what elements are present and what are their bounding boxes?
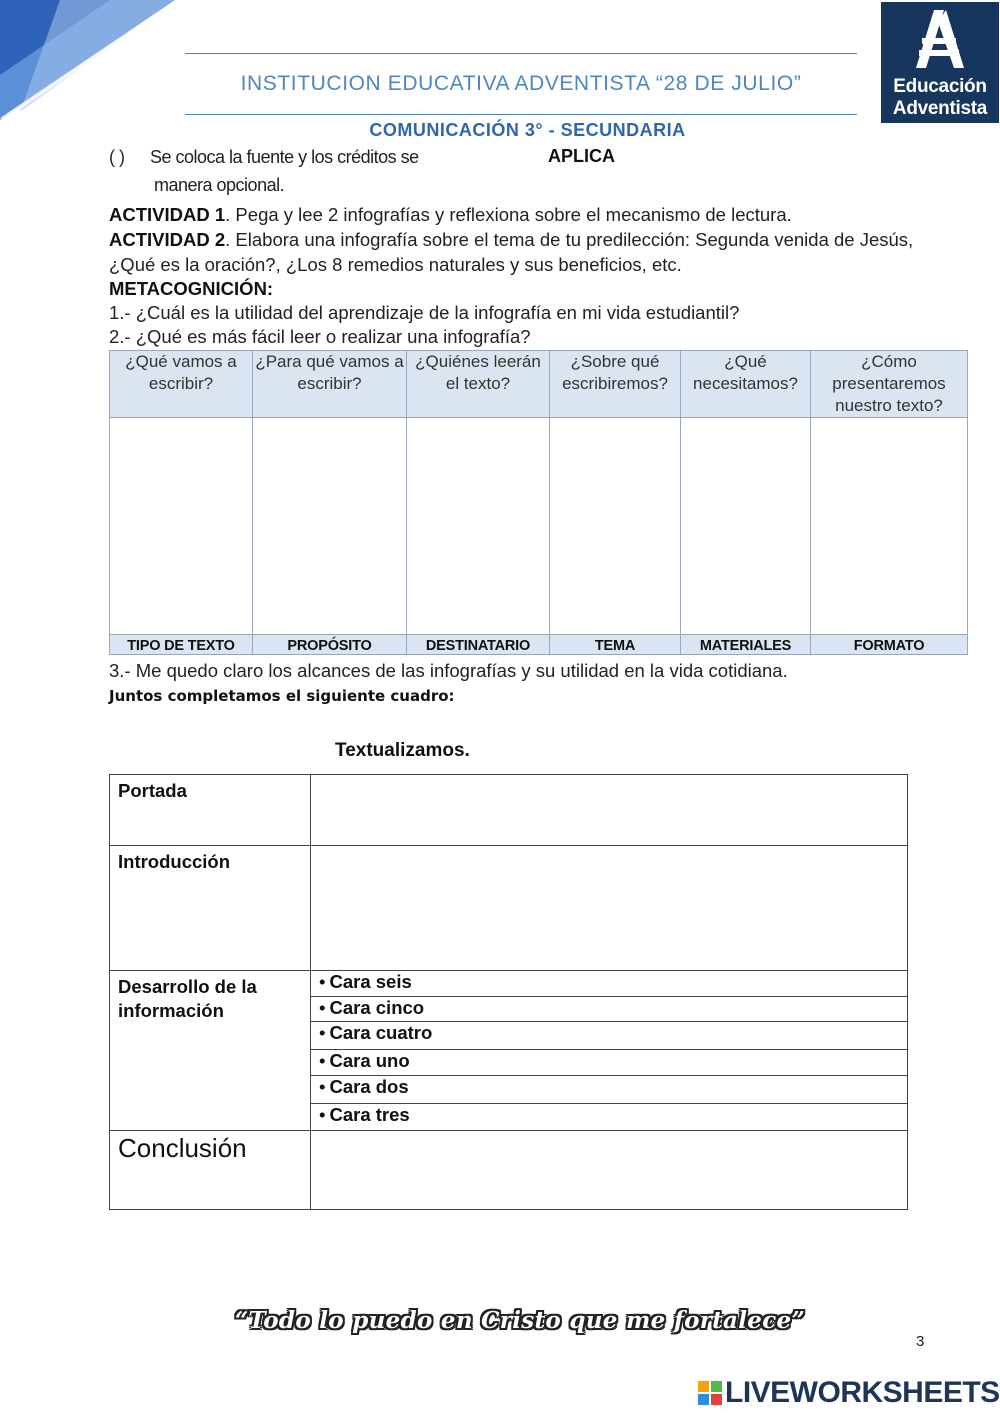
- planning-label: DESTINATARIO: [407, 635, 550, 655]
- aplica-label: APLICA: [548, 146, 615, 166]
- planning-question: ¿Qué vamos a escribir?: [110, 351, 253, 418]
- school-name: INSTITUCION EDUCATIVA ADVENTISTA “28 DE JULIO”: [240, 72, 802, 95]
- juntos-instruction: Juntos completamos el siguiente cuadro:: [109, 687, 455, 705]
- metacognicion-title: METACOGNICIÓN:: [109, 278, 274, 299]
- motto: “Todo lo puedo en Cristo que me fortalece”: [234, 1307, 805, 1334]
- bullet-item[interactable]: • Cara tres: [311, 1104, 908, 1131]
- activity-1-text: . Pega y lee 2 infografías y reflexiona sobre el mecanismo de lectura.: [225, 204, 792, 225]
- checklist-line-2: manera opcional.: [154, 175, 285, 195]
- planning-question: ¿Sobre qué escribiremos?: [550, 351, 681, 418]
- activity-2: [109, 227, 939, 277]
- bullet-item[interactable]: • Cara cinco: [311, 997, 908, 1022]
- logo-line-1: Educación: [893, 76, 987, 97]
- planning-label: FORMATO: [811, 635, 968, 655]
- bullet-item[interactable]: • Cara seis: [311, 971, 908, 997]
- planning-label: MATERIALES: [681, 635, 811, 655]
- text-structure-table: [109, 774, 908, 1210]
- label-conclusion: Conclusión: [110, 1131, 311, 1210]
- planning-table: [109, 350, 968, 655]
- planning-question: ¿Qué necesitamos?: [681, 351, 811, 418]
- answer-cell[interactable]: [407, 418, 550, 635]
- answer-cell[interactable]: [681, 418, 811, 635]
- answer-cell[interactable]: [811, 418, 968, 635]
- planning-header-row: [110, 351, 968, 418]
- activity-1-label: ACTIVIDAD 1: [109, 204, 226, 225]
- row-conclusion: [110, 1131, 908, 1210]
- activity-1: [109, 202, 939, 227]
- bullet-item[interactable]: • Cara dos: [311, 1076, 908, 1104]
- row-introduccion: [110, 846, 908, 971]
- label-desarrollo: Desarrollo de la información: [110, 971, 311, 1131]
- question-3: 3.- Me quedo claro los alcances de las infografías y su utilidad en la vida cotidiana.: [109, 660, 788, 681]
- answer-portada[interactable]: [311, 775, 908, 846]
- answer-introduccion[interactable]: [311, 846, 908, 971]
- planning-question: ¿Para qué vamos a escribir?: [253, 351, 407, 418]
- logo-line-2: Adventista: [892, 98, 988, 119]
- label-portada: Portada: [110, 775, 311, 846]
- liveworksheets-watermark: [697, 1375, 1000, 1411]
- planning-question: ¿Cómo presentaremos nuestro texto?: [811, 351, 968, 418]
- header-rule-bottom: [185, 114, 857, 115]
- bullet-item[interactable]: • Cara cuatro: [311, 1022, 908, 1050]
- liveworksheets-icon: [697, 1380, 723, 1406]
- planning-question: ¿Quiénes leerán el texto?: [407, 351, 550, 418]
- planning-label: PROPÓSITO: [253, 635, 407, 655]
- checklist-line-1: Se coloca la fuente y los créditos se: [150, 147, 419, 167]
- activity-2-text: . Elabora una infografía sobre el tema de tu predilección: Segunda venida de Jesús, ¿Qué es la oración?, ¿Los 8 remedios naturales y sus beneficios, etc.: [109, 229, 914, 275]
- corner-decoration: [0, 0, 175, 120]
- question-1: 1.- ¿Cuál es la utilidad del aprendizaje de la infografía en mi vida estudiantil?: [109, 302, 740, 323]
- activity-2-label: ACTIVIDAD 2: [109, 229, 226, 250]
- answer-cell[interactable]: [550, 418, 681, 635]
- row-portada: [110, 775, 908, 846]
- page-number: 3: [916, 1333, 925, 1350]
- row-bullet: [110, 971, 908, 997]
- watermark-text: LIVEWORKSHEETS: [725, 1376, 1000, 1409]
- answer-cell[interactable]: [110, 418, 253, 635]
- textualizamos-title: Textualizamos.: [335, 740, 470, 761]
- logo-mark-icon: [910, 8, 970, 70]
- education-logo: [881, 2, 999, 123]
- question-2: 2.- ¿Qué es más fácil leer o realizar una infografía?: [109, 326, 531, 347]
- planning-label: TIPO DE TEXTO: [110, 635, 253, 655]
- planning-label: TEMA: [550, 635, 681, 655]
- checklist-paren[interactable]: ( ): [109, 147, 125, 167]
- planning-answer-row: [110, 418, 968, 635]
- bullet-item[interactable]: • Cara uno: [311, 1050, 908, 1076]
- answer-conclusion[interactable]: [311, 1131, 908, 1210]
- answer-cell[interactable]: [253, 418, 407, 635]
- subject-title: COMUNICACIÓN 3° - SECUNDARIA: [369, 120, 686, 140]
- header-rule-top: [185, 53, 857, 54]
- planning-label-row: [110, 635, 968, 655]
- label-introduccion: Introducción: [110, 846, 311, 971]
